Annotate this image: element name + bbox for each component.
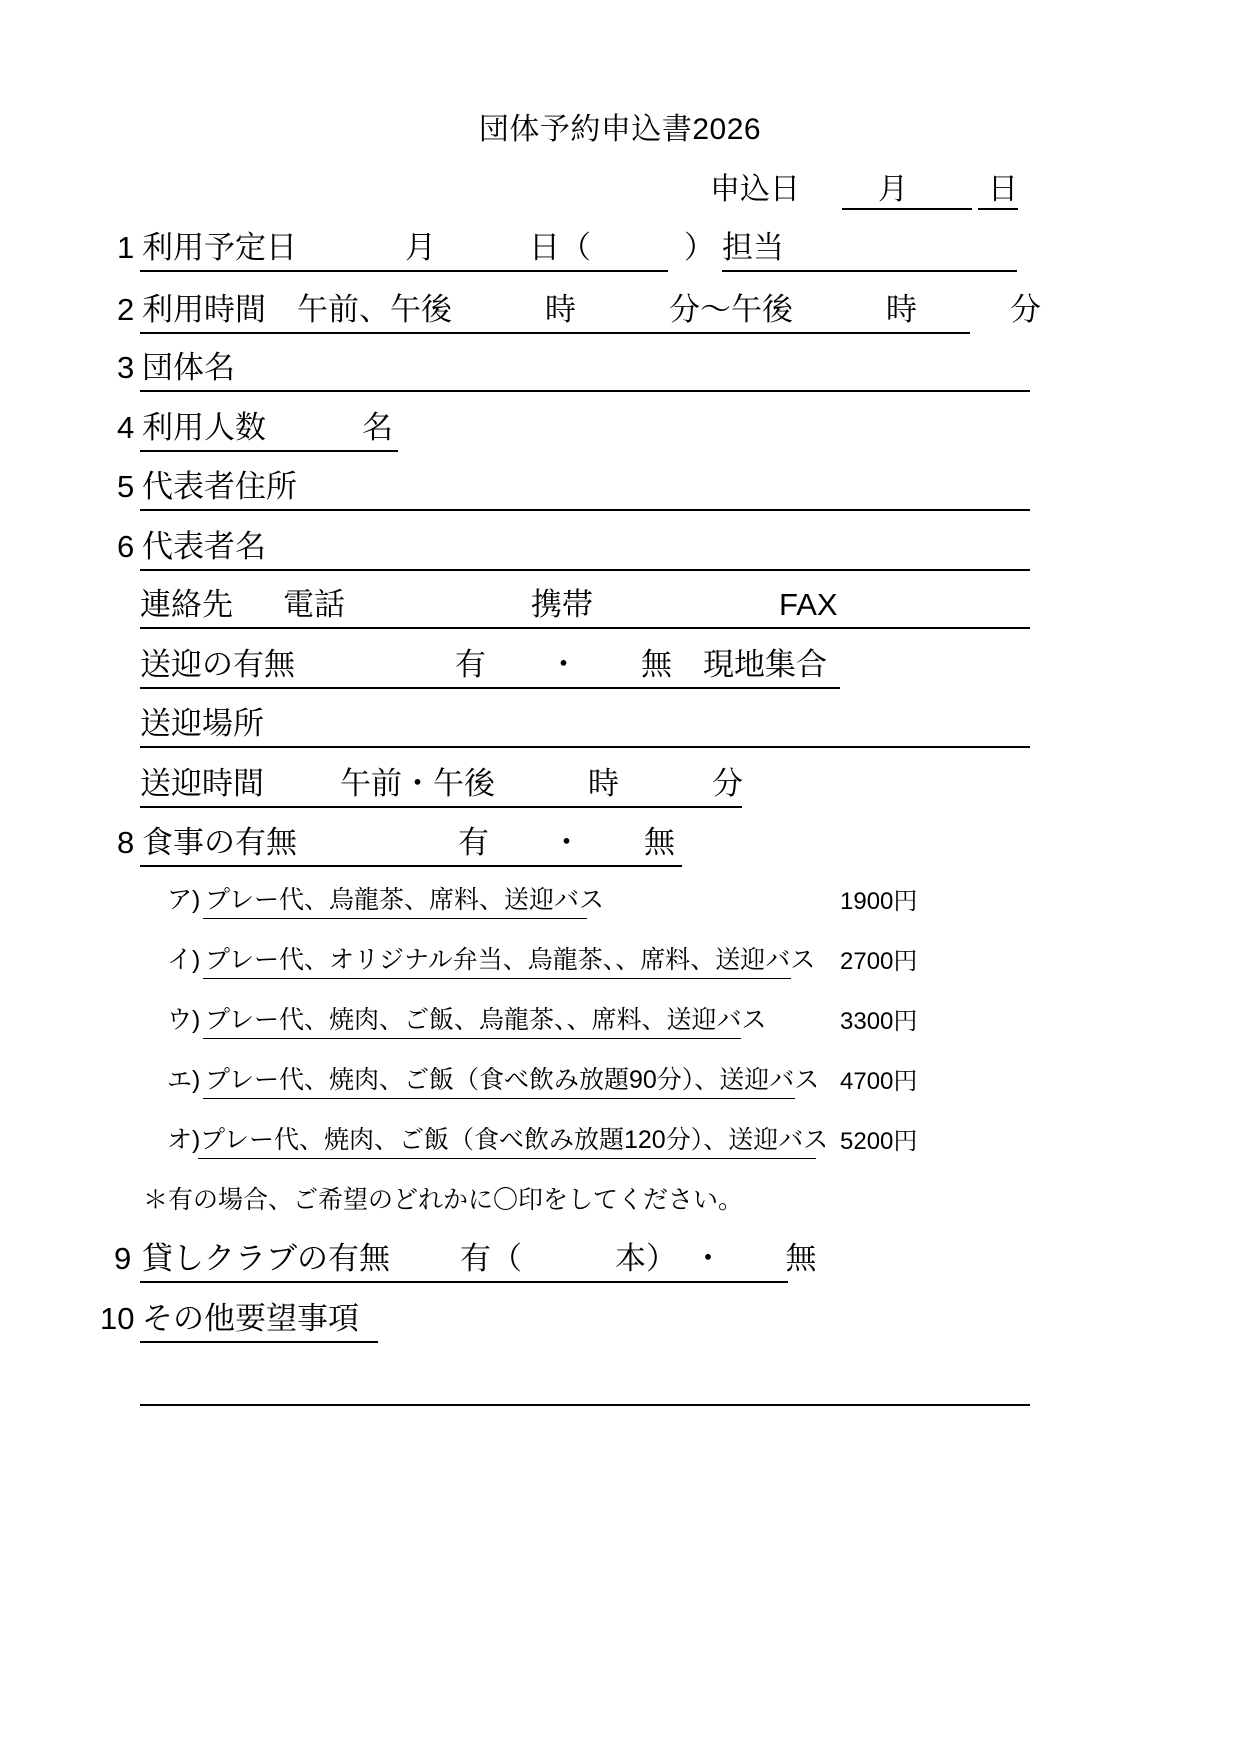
field-shuttle-place-blank[interactable] <box>140 746 1030 748</box>
meal-option-text[interactable]: プレー代、烏龍茶、席料、送迎バス <box>205 886 605 914</box>
field-2-label: 利用時間 <box>142 292 266 327</box>
field-3-number: 3 <box>117 350 135 385</box>
field-shuttle-availability-label: 送迎の有無 <box>140 647 295 682</box>
field-9-number: 9 <box>114 1241 132 1276</box>
field-contact-inline: 電話 携帯 FAX <box>283 587 838 622</box>
meal-option-price: 3300円 <box>840 1008 918 1035</box>
meal-option-price: 2700円 <box>840 948 918 975</box>
field-10-number: 10 <box>100 1301 135 1336</box>
field-8-number: 8 <box>117 825 135 860</box>
field-contact-label: 連絡先 <box>140 587 233 622</box>
field-8-label: 食事の有無 <box>142 825 297 860</box>
apply-date-label: 申込日 <box>710 173 800 206</box>
field-2-number: 2 <box>117 292 135 327</box>
meal-option-text[interactable]: プレー代、オリジナル弁当、烏龍茶、、席料、送迎バス <box>205 946 816 974</box>
meal-option-price: 4700円 <box>840 1068 918 1095</box>
meal-option-underline <box>198 1158 816 1159</box>
field-10-label: その他要望事項 <box>142 1301 359 1336</box>
meal-option-marker: オ) <box>167 1126 201 1154</box>
field-6-number: 6 <box>117 529 135 564</box>
field-1-number: 1 <box>117 230 135 265</box>
field-5-label: 代表者住所 <box>142 469 297 504</box>
field-9-inline: 有（ 本） ・ 無 <box>460 1241 817 1276</box>
field-3-blank[interactable] <box>140 390 1030 392</box>
field-4-blank[interactable] <box>140 450 398 452</box>
apply-date-day-unit: 日 <box>988 173 1018 206</box>
field-shuttle-availability-inline: 有 ・ 無 現地集合 <box>455 647 827 682</box>
field-1-blank-person[interactable] <box>722 270 1017 272</box>
apply-date-day-blank-left[interactable] <box>978 208 1018 210</box>
field-3-label: 団体名 <box>142 350 235 385</box>
meal-option-underline <box>203 918 587 919</box>
meal-option-underline <box>203 978 791 979</box>
field-4-number: 4 <box>117 410 135 445</box>
meal-option-underline <box>203 1038 741 1039</box>
meal-option-marker: イ) <box>167 946 201 974</box>
meal-option-price: 5200円 <box>840 1128 918 1155</box>
field-5-blank[interactable] <box>140 509 1030 511</box>
meal-option-marker: ウ) <box>167 1006 201 1034</box>
field-1-blank-date[interactable] <box>140 270 668 272</box>
apply-date-month-unit: 月 <box>878 173 908 206</box>
field-shuttle-time-inline: 午前・午後 時 分 <box>340 766 743 801</box>
meal-option-text[interactable]: プレー代、焼肉、ご飯、烏龍茶、、席料、送迎バス <box>205 1006 767 1034</box>
meal-option-underline <box>203 1098 795 1099</box>
field-shuttle-time-label: 送迎時間 <box>140 766 264 801</box>
field-8-blank[interactable] <box>140 865 682 867</box>
field-2-blank[interactable] <box>140 332 970 334</box>
meal-note: ＊有の場合、ご希望のどれかに〇印をしてください。 <box>143 1186 744 1214</box>
field-4-inline: 名 <box>362 410 393 445</box>
field-9-label: 貸しクラブの有無 <box>142 1241 390 1276</box>
field-5-number: 5 <box>117 469 135 504</box>
meal-option-price: 1900円 <box>840 888 918 915</box>
field-2-inline: 午前、午後 時 分〜午後 時 分 <box>297 292 1041 327</box>
field-shuttle-availability-blank[interactable] <box>140 687 840 689</box>
field-10-blank-extra[interactable] <box>140 1404 1030 1406</box>
field-8-inline: 有 ・ 無 <box>458 825 675 860</box>
field-6-label: 代表者名 <box>142 529 266 564</box>
meal-option-marker: ア) <box>167 886 201 914</box>
field-1-extra-label: 担当 <box>722 230 784 265</box>
page-title: 団体予約申込書2026 <box>478 113 762 146</box>
field-contact-blank[interactable] <box>140 627 1030 629</box>
field-4-label: 利用人数 <box>142 410 266 445</box>
field-shuttle-place-label: 送迎場所 <box>140 706 264 741</box>
field-1-label: 利用予定日 <box>142 230 297 265</box>
field-10-blank[interactable] <box>140 1341 378 1343</box>
field-shuttle-time-blank[interactable] <box>140 806 742 808</box>
field-6-blank[interactable] <box>140 569 1030 571</box>
meal-option-text[interactable]: プレー代、焼肉、ご飯（食べ飲み放題90分）、送迎バス <box>205 1066 820 1094</box>
field-1-inline: 月 日（ ） <box>405 230 715 265</box>
meal-option-text[interactable]: プレー代、焼肉、ご飯（食べ飲み放題120分）、送迎バス <box>200 1126 829 1154</box>
field-9-blank[interactable] <box>140 1281 788 1283</box>
meal-option-marker: エ) <box>167 1066 201 1094</box>
apply-date-month-blank[interactable] <box>842 208 972 210</box>
